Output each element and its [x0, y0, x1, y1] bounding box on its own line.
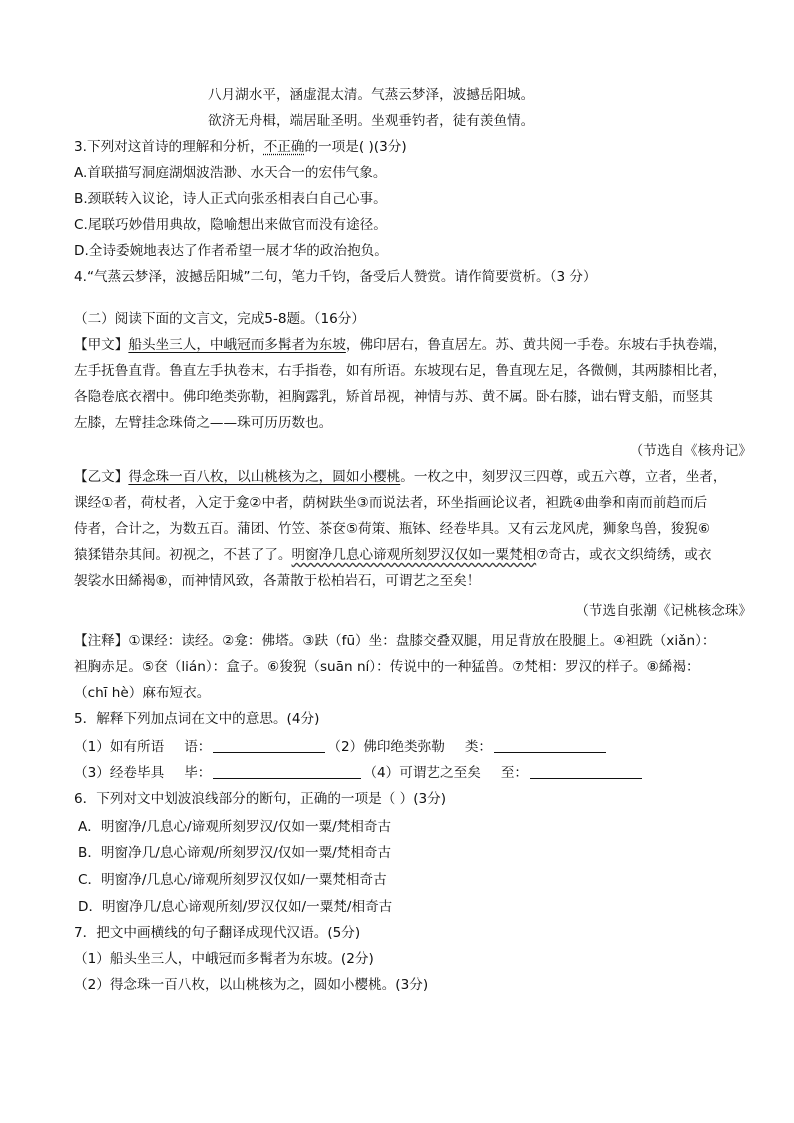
q5-row-1: [74, 736, 608, 758]
q6-option-b: B．明窗净几/息心谛观/所刻罗汉/仅如一粟/梵相奇古: [78, 845, 392, 861]
notes-line-1: 【注释】①课经：读经。②龛：佛塔。③趺（fū）坐：盘膝交叠双腿，用足背放在股腿上。④袒跣（xiǎn）：: [74, 633, 716, 649]
yi-text-line-1: [74, 466, 727, 488]
jia-text-line-2: 左手抚鲁直背。鲁直左手执卷末，右手指卷，如有所语。东坡现右足，鲁直现左足，各微侧，其两膝相比者，: [74, 363, 727, 379]
question-6-stem: 6．下列对文中划波浪线部分的断句，正确的一项是（ ）(3分): [74, 791, 447, 807]
yi-line-4-b: ⑦奇古，或衣文织绮绣，或衣: [536, 547, 712, 563]
q5-item-2: （2）佛印绝类弥勒: [327, 739, 445, 755]
q5-item-2-word: 类：: [464, 739, 492, 755]
question-7-stem: 7．把文中画横线的句子翻译成现代汉语。(5分): [74, 925, 361, 941]
jia-label: 【甲文】: [74, 337, 129, 353]
q5-item-4-word: 至：: [500, 765, 528, 781]
q7-item-1: （1）船头坐三人，中峨冠而多髯者为东坡。(2分): [74, 951, 374, 967]
q3-stem-a: 3.下列对这首诗的理解和分析，: [74, 139, 264, 155]
section-2-title: （二）阅读下面的文言文，完成5-8题。（16分）: [74, 311, 365, 327]
q5-item-4: （4）可谓艺之至矣: [363, 765, 481, 781]
jia-text-line-1: [74, 334, 727, 356]
yi-underlined-sentence: 得念珠一百八枚，以山桃核为之，圆如小樱桃: [128, 469, 401, 485]
notes-line-3: （chī hè）麻布短衣。: [74, 685, 211, 701]
q5-item-3: （3）经卷毕具: [74, 765, 165, 781]
jia-rest-1: ，佛印居右，鲁直居左。苏、黄共阅一手卷。东坡右手执卷端，: [345, 337, 727, 353]
yi-text-line-2: 课经①者，荷杖者，入定于龛②中者，荫树趺坐③而说法者，环坐指画论议者，袒跣④曲拳和南而前趋而后: [74, 495, 708, 511]
yi-source: （节选自张潮《记桃核念珠》: [575, 603, 752, 619]
yi-text-line-5: 袈裟水田絺褐⑧，而神情风致，各萧散于松柏岩石，可谓艺之至矣！: [74, 573, 481, 589]
q5-answer-blank-3[interactable]: [213, 764, 361, 779]
q5-answer-blank-4[interactable]: [530, 764, 642, 779]
q5-item-1: （1）如有所语: [74, 739, 165, 755]
yi-label: 【乙文】: [74, 469, 129, 485]
q3-option-d: D.全诗委婉地表达了作者希望一展才华的政治抱负。: [74, 243, 388, 259]
notes-line-2: 袒胸赤足。⑤奁（lián）：盒子。⑥狻猊（suān ní）：传说中的一种猛兽。⑦梵相：罗汉的样子。⑧絺褐：: [74, 659, 700, 675]
jia-text-line-4: 左膝，左臂挂念珠倚之——珠可历历数也。: [74, 415, 333, 431]
q3-option-b: B.颈联转入议论，诗人正式向张丞相表白自己心事。: [74, 191, 387, 207]
jia-source: （节选自《核舟记》: [629, 443, 752, 459]
q5-item-1-word: 语：: [184, 739, 212, 755]
poem-line-1: 八月湖水平，涵虚混太清。气蒸云梦泽，波撼岳阳城。: [208, 87, 535, 103]
poem-line-2: 欲济无舟楫，端居耻圣明。坐观垂钓者，徒有羡鱼情。: [208, 113, 535, 129]
yi-line-4-a: 猿猱错杂其间。初视之，不甚了了。: [74, 547, 292, 563]
question-5-stem: 5．解释下列加点词在文中的意思。(4分): [74, 711, 320, 727]
q6-option-a: A．明窗净/几息心/谛观所刻罗汉/仅如一粟/梵相奇古: [78, 819, 392, 835]
q5-answer-blank-2[interactable]: [494, 738, 606, 753]
q5-row-2: [74, 762, 644, 784]
q3-option-c: C.尾联巧妙借用典故，隐喻想出来做官而没有途径。: [74, 217, 387, 233]
yi-text-line-4: [74, 544, 712, 566]
q6-option-c: C．明窗净/几息心/谛观所刻罗汉仅如/一粟梵相奇古: [78, 872, 387, 888]
q3-stem-b: 的一项是( )(3分): [304, 139, 407, 155]
jia-text-line-3: 各隐卷底衣褶中。佛印绝类弥勒，袒胸露乳，矫首昂视，神情与苏、黄不属。卧右膝，诎右臂支船，而竖其: [74, 389, 713, 405]
question-3-stem: [74, 136, 407, 158]
yi-rest-1: 。一枚之中，刻罗汉三四尊，或五六尊，立者，坐者，: [400, 469, 727, 485]
jia-underlined-sentence: 船头坐三人，中峨冠而多髯者为东坡: [128, 337, 346, 353]
q3-option-a: A.首联描写洞庭湖烟波浩渺、水天合一的宏伟气象。: [74, 165, 387, 181]
yi-text-line-3: 侍者，合计之，为数五百。蒲团、竹笠、茶奁⑤荷策、瓶钵、经卷毕具。又有云龙风虎，狮象鸟兽，狻猊⑥: [74, 521, 711, 537]
question-4: 4.“气蒸云梦泽，波撼岳阳城”二句，笔力千钧，备受后人赞赏。请作简要赏析。（3 分）: [74, 269, 597, 285]
q7-item-2: （2）得念珠一百八枚，以山桃核为之，圆如小樱桃。(3分): [74, 977, 429, 993]
q6-option-d: D．明窗净几/息心谛观所刻/罗汉仅如/一粟梵/相奇古: [78, 899, 393, 915]
q3-stem-emphasis: 不正确: [263, 139, 305, 155]
q5-answer-blank-1[interactable]: [213, 738, 325, 753]
yi-wavy-sentence: 明窗净几息心谛观所刻罗汉仅如一粟梵相: [291, 547, 537, 563]
q5-item-3-word: 毕：: [184, 765, 212, 781]
